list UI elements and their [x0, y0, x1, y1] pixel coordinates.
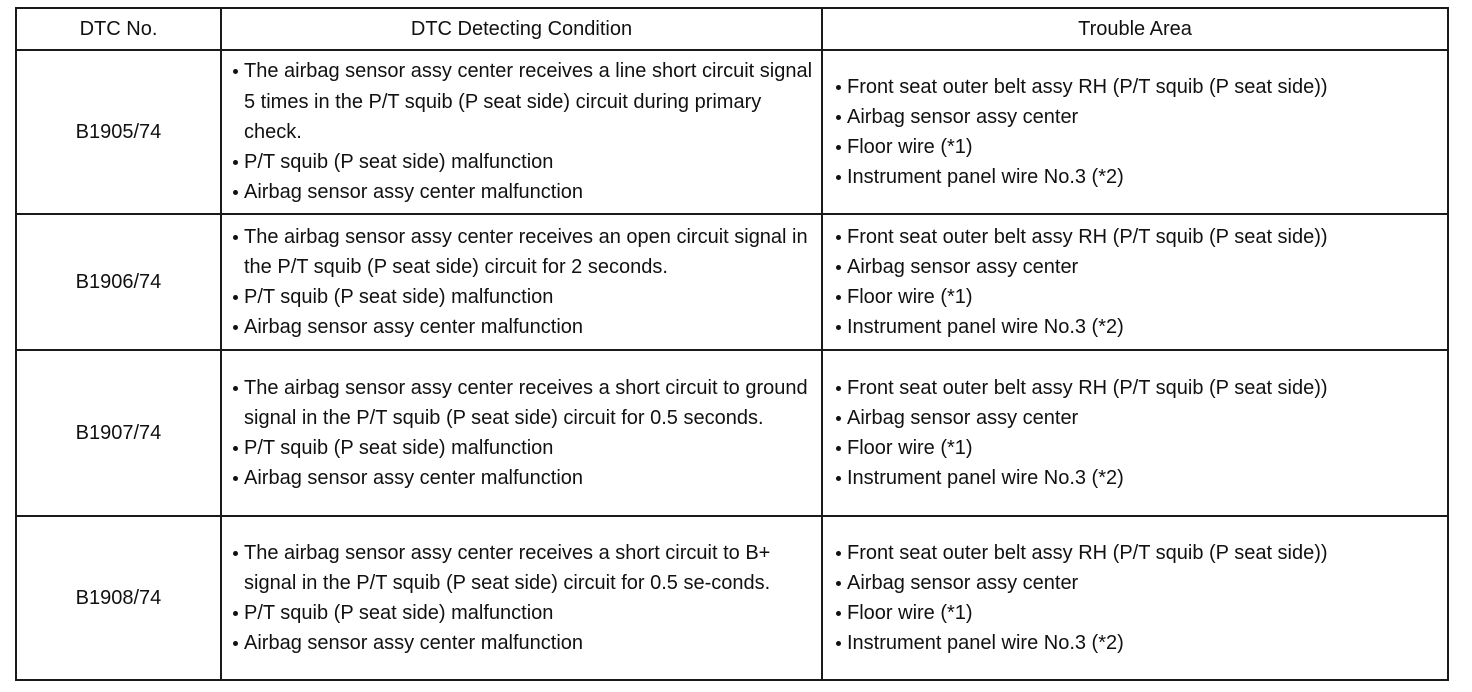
table-row [16, 214, 1448, 350]
condition-item: P/T squib (P seat side) malfunction [230, 598, 821, 628]
header-dtc-no: DTC No. [16, 8, 221, 50]
trouble-area-item: Airbag sensor assy center [833, 403, 1447, 433]
detecting-condition-cell [221, 50, 822, 214]
trouble-area-item: Front seat outer belt assy RH (P/T squib (P seat side)) [833, 222, 1447, 252]
trouble-area-item: Floor wire (*1) [833, 598, 1447, 628]
dtc-table [15, 7, 1449, 681]
detecting-condition-cell [221, 350, 822, 516]
trouble-area-item: Front seat outer belt assy RH (P/T squib (P seat side)) [833, 373, 1447, 403]
trouble-area-item: Floor wire (*1) [833, 132, 1447, 162]
condition-item: P/T squib (P seat side) malfunction [230, 282, 821, 312]
table-header-row [16, 8, 1448, 50]
trouble-area-cell [822, 350, 1448, 516]
trouble-area-item: Floor wire (*1) [833, 282, 1447, 312]
condition-item: The airbag sensor assy center receives a line short circuit signal 5 times in the P/T squib (P seat side) circuit during primary check. [230, 56, 821, 147]
header-detecting-condition: DTC Detecting Condition [221, 8, 822, 50]
trouble-area-item: Airbag sensor assy center [833, 252, 1447, 282]
condition-item: Airbag sensor assy center malfunction [230, 628, 821, 658]
table-row [16, 350, 1448, 516]
table-row [16, 516, 1448, 680]
trouble-area-item: Front seat outer belt assy RH (P/T squib (P seat side)) [833, 72, 1447, 102]
dtc-code: B1906/74 [16, 214, 221, 350]
trouble-area-cell [822, 214, 1448, 350]
condition-item: Airbag sensor assy center malfunction [230, 312, 821, 342]
dtc-code: B1907/74 [16, 350, 221, 516]
condition-item: The airbag sensor assy center receives a short circuit to B+ signal in the P/T squib (P seat side) circuit for 0.5 se-conds. [230, 538, 821, 598]
condition-item: The airbag sensor assy center receives a short circuit to ground signal in the P/T squib (P seat side) circuit for 0.5 seconds. [230, 373, 821, 433]
condition-item: The airbag sensor assy center receives an open circuit signal in the P/T squib (P seat side) circuit for 2 seconds. [230, 222, 821, 282]
trouble-area-item: Instrument panel wire No.3 (*2) [833, 463, 1447, 493]
condition-item: Airbag sensor assy center malfunction [230, 463, 821, 493]
trouble-area-item: Instrument panel wire No.3 (*2) [833, 162, 1447, 192]
trouble-area-item: Front seat outer belt assy RH (P/T squib (P seat side)) [833, 538, 1447, 568]
trouble-area-item: Floor wire (*1) [833, 433, 1447, 463]
detecting-condition-cell [221, 516, 822, 680]
trouble-area-item: Airbag sensor assy center [833, 568, 1447, 598]
table-row [16, 50, 1448, 214]
trouble-area-item: Instrument panel wire No.3 (*2) [833, 312, 1447, 342]
trouble-area-item: Airbag sensor assy center [833, 102, 1447, 132]
header-trouble-area: Trouble Area [822, 8, 1448, 50]
trouble-area-item: Instrument panel wire No.3 (*2) [833, 628, 1447, 658]
dtc-code: B1905/74 [16, 50, 221, 214]
dtc-code: B1908/74 [16, 516, 221, 680]
condition-item: P/T squib (P seat side) malfunction [230, 147, 821, 177]
condition-item: Airbag sensor assy center malfunction [230, 177, 821, 207]
trouble-area-cell [822, 516, 1448, 680]
trouble-area-cell [822, 50, 1448, 214]
detecting-condition-cell [221, 214, 822, 350]
condition-item: P/T squib (P seat side) malfunction [230, 433, 821, 463]
